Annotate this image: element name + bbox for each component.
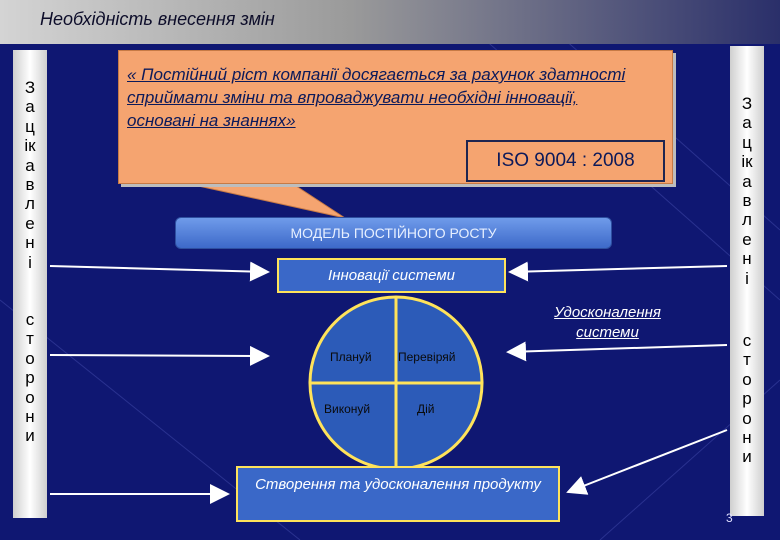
vertical-letter: в xyxy=(25,175,35,195)
arrow-left-cycle xyxy=(50,355,268,356)
vertical-letter: с xyxy=(25,310,35,329)
vertical-letter: ц xyxy=(25,116,35,136)
cycle-check-label: Перевіряй xyxy=(398,350,456,364)
vertical-letter: і xyxy=(28,252,32,272)
vertical-letter: р xyxy=(25,368,35,388)
vertical-letter: З xyxy=(24,78,36,97)
vertical-letter: и xyxy=(25,426,35,446)
vertical-letter: ік xyxy=(24,136,36,156)
vertical-letter: л xyxy=(742,210,752,230)
innovation-box: Інновації системи xyxy=(277,258,506,293)
vertical-letter: л xyxy=(25,194,35,214)
bubble-tail xyxy=(180,182,345,218)
vertical-letter: а xyxy=(25,97,35,117)
vertical-letter: а xyxy=(25,155,35,175)
vertical-letter: р xyxy=(742,389,752,409)
cycle-act-label: Дій xyxy=(417,402,435,416)
vertical-letter: в xyxy=(742,191,752,211)
vertical-letter: н xyxy=(742,249,752,269)
vertical-letter: а xyxy=(742,113,752,133)
vertical-letter: о xyxy=(742,408,752,428)
quote-bubble xyxy=(118,50,673,184)
iso-standard-label: ISO 9004 : 2008 xyxy=(466,140,665,182)
system-improvement-label: Удосконалення системи xyxy=(554,304,661,341)
vertical-letter: н xyxy=(25,407,35,427)
vertical-letter: т xyxy=(26,329,34,349)
vertical-letter: ік xyxy=(741,152,753,172)
cycle-plan-label: Плануй xyxy=(330,350,372,364)
slide-title: Необхідність внесення змін xyxy=(40,9,275,29)
vertical-letter: н xyxy=(742,428,752,448)
vertical-letter: о xyxy=(742,369,752,389)
vertical-letter: н xyxy=(25,233,35,253)
vertical-letter: о xyxy=(25,348,35,368)
vertical-letter: с xyxy=(742,331,752,350)
vertical-letter: і xyxy=(745,268,749,288)
arrow-right-product xyxy=(568,430,727,492)
vertical-letter: и xyxy=(742,447,752,467)
vertical-letter: е xyxy=(742,229,752,249)
product-box: Створення та удосконалення продукту xyxy=(236,466,560,522)
arrow-right-cycle xyxy=(508,345,727,352)
arrow-left-innovation xyxy=(50,266,268,272)
vertical-letter: е xyxy=(25,213,35,233)
page-number: 3 xyxy=(726,511,733,525)
vertical-letter: о xyxy=(25,387,35,407)
quote-text: « Постійний ріст компанії досягається за рахунок здатності сприймати зміни та впроваджувати необхідні інновації, основані на знаннях» xyxy=(127,65,626,130)
cycle-do-label: Виконуй xyxy=(324,402,371,416)
model-title-bar: МОДЕЛЬ ПОСТІЙНОГО РОСТУ xyxy=(175,217,612,249)
arrow-right-innovation xyxy=(510,266,727,272)
vertical-letter: а xyxy=(742,171,752,191)
vertical-letter: З xyxy=(741,94,753,113)
vertical-letter: т xyxy=(743,350,751,370)
vertical-letter: ц xyxy=(742,132,752,152)
